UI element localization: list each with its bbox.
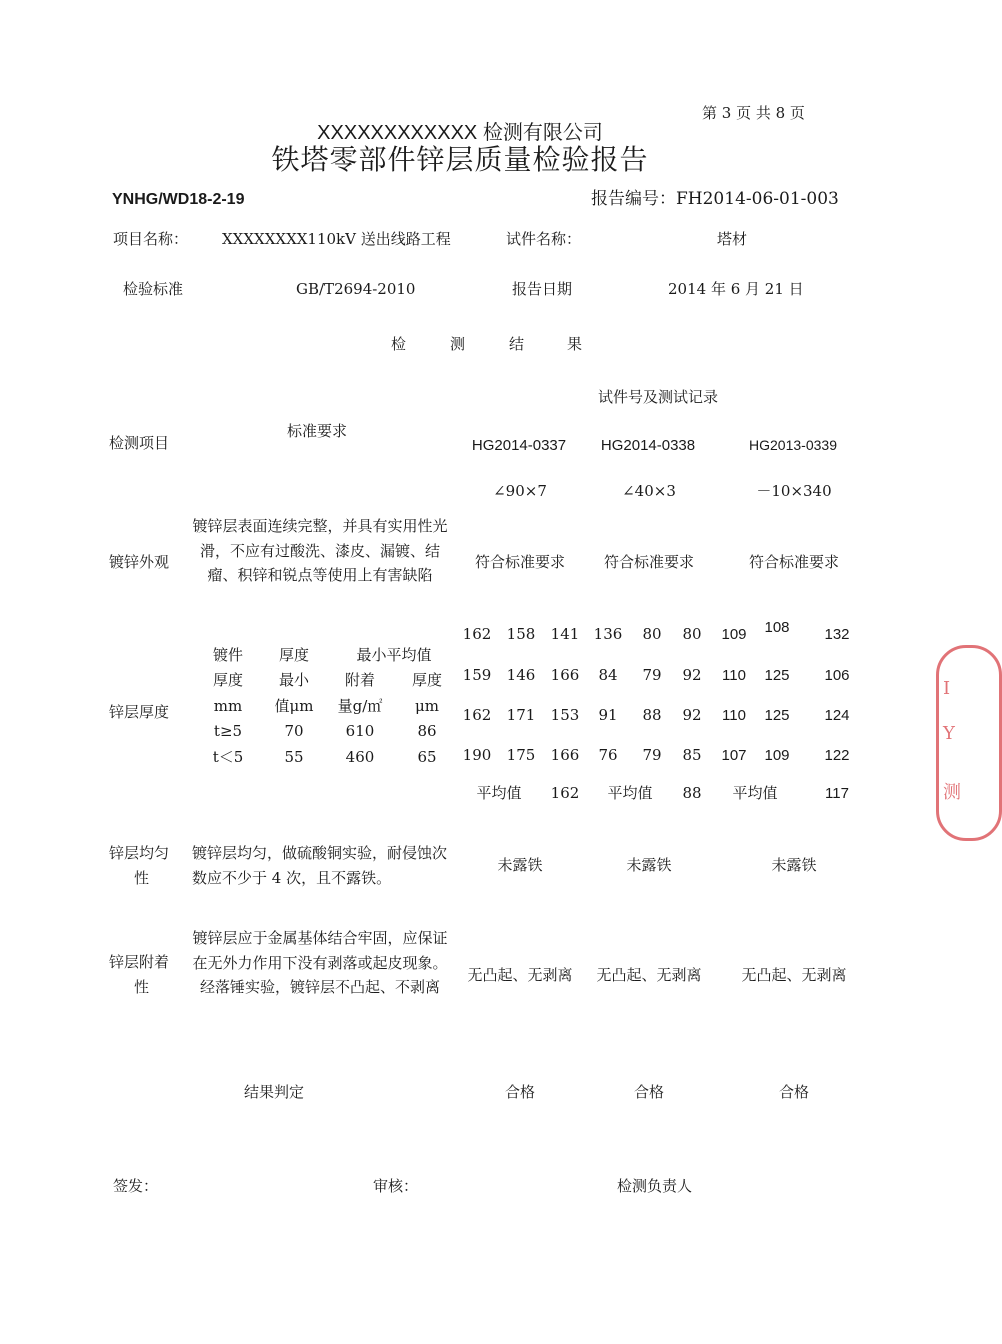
project-label: 项目名称： bbox=[113, 230, 189, 248]
results-heading-char: 检 bbox=[391, 335, 407, 353]
appearance-result: 符合标准要求 bbox=[603, 553, 695, 571]
thickness-value: 110 bbox=[722, 667, 746, 684]
sample-id: HG2013-0339 bbox=[749, 437, 837, 453]
uniformity-label: 性 bbox=[134, 869, 150, 887]
average-value: 117 bbox=[825, 785, 849, 802]
responsible-label: 检测负责人 bbox=[617, 1177, 693, 1195]
thickness-value: 125 bbox=[764, 707, 790, 724]
sample-name-value: 塔材 bbox=[717, 230, 748, 248]
thickness-std-sub: 值μm bbox=[274, 697, 314, 715]
uniformity-standard: 镀锌层均匀，做硫酸铜实验，耐侵蚀次数应不少于 4 次，且不露铁。 bbox=[192, 844, 448, 887]
thickness-value: 122 bbox=[824, 747, 850, 764]
thickness-value: 106 bbox=[824, 667, 850, 684]
thickness-value: 88 bbox=[642, 706, 662, 724]
thickness-std-cell: 460 bbox=[345, 748, 375, 766]
thickness-std-sub: 厚度 bbox=[212, 671, 244, 689]
thickness-std-sub: 厚度 bbox=[411, 671, 443, 689]
thickness-value: 146 bbox=[506, 666, 536, 684]
thickness-value: 158 bbox=[506, 625, 536, 643]
results-heading-char: 结 bbox=[509, 335, 525, 353]
appearance-result: 符合标准要求 bbox=[748, 553, 840, 571]
thickness-value: 159 bbox=[462, 666, 492, 684]
sample-id: HG2014-0337 bbox=[471, 437, 567, 454]
thickness-value: 85 bbox=[682, 746, 702, 764]
thickness-std-sub: 最小 bbox=[278, 671, 310, 689]
thickness-value: 190 bbox=[462, 746, 492, 764]
thickness-value: 175 bbox=[506, 746, 536, 764]
thickness-value: 84 bbox=[598, 666, 618, 684]
judgement-result: 合格 bbox=[633, 1083, 665, 1101]
thickness-std-header: 厚度 bbox=[278, 646, 310, 664]
adhesion-result: 无凸起、无剥离 bbox=[467, 966, 573, 984]
thickness-value: 153 bbox=[550, 706, 580, 724]
thickness-value: 125 bbox=[764, 667, 790, 684]
appearance-result: 符合标准要求 bbox=[474, 553, 566, 571]
document-code: YNHG/WD18-2-19 bbox=[112, 191, 245, 208]
average-label: 平均值 bbox=[476, 784, 522, 802]
adhesion-label: 锌层附着 bbox=[109, 953, 170, 971]
thickness-label: 锌层厚度 bbox=[109, 703, 170, 721]
average-label: 平均值 bbox=[732, 784, 778, 802]
thickness-std-sub: mm bbox=[213, 697, 243, 715]
project-value: XXXXXXXX110kV 送出线路工程 bbox=[222, 230, 451, 248]
standard-value: GB/T2694-2010 bbox=[296, 280, 416, 298]
official-stamp-icon: I Y 测 bbox=[936, 645, 1002, 841]
sample-spec: ∠90×7 bbox=[493, 482, 547, 500]
standard-header: 标准要求 bbox=[287, 422, 348, 440]
thickness-value: 80 bbox=[642, 625, 662, 643]
report-date-value: 2014 年 6 月 21 日 bbox=[668, 280, 804, 298]
results-heading-char: 果 bbox=[567, 335, 583, 353]
thickness-value: 80 bbox=[682, 625, 702, 643]
thickness-std-sub: 量g/㎡ bbox=[337, 697, 383, 715]
thickness-std-cell: 86 bbox=[417, 722, 437, 740]
thickness-std-sub: 附着 bbox=[344, 671, 376, 689]
adhesion-label: 性 bbox=[134, 978, 150, 996]
thickness-value: 110 bbox=[722, 707, 746, 724]
adhesion-result: 无凸起、无剥离 bbox=[596, 966, 702, 984]
thickness-std-cell: 65 bbox=[417, 748, 437, 766]
item-header: 检测项目 bbox=[109, 434, 170, 452]
thickness-value: 132 bbox=[824, 626, 850, 643]
company-name: XXXXXXXXXXXX 检测有限公司 bbox=[317, 122, 603, 144]
thickness-value: 162 bbox=[462, 706, 492, 724]
uniformity-result: 未露铁 bbox=[626, 856, 672, 874]
thickness-value: 92 bbox=[682, 666, 702, 684]
results-heading-char: 测 bbox=[450, 335, 466, 353]
thickness-value: 108 bbox=[764, 619, 790, 636]
thickness-std-header: 镀件 bbox=[212, 646, 244, 664]
uniformity-result: 未露铁 bbox=[497, 856, 543, 874]
judgement-result: 合格 bbox=[778, 1083, 810, 1101]
thickness-value: 79 bbox=[642, 746, 662, 764]
thickness-std-cell: 70 bbox=[284, 722, 304, 740]
thickness-std-header: 最小平均值 bbox=[356, 646, 432, 664]
sample-id: HG2014-0338 bbox=[600, 437, 696, 454]
sample-spec: －10×340 bbox=[756, 482, 832, 500]
thickness-value: 79 bbox=[642, 666, 662, 684]
thickness-value: 171 bbox=[506, 706, 536, 724]
uniformity-result: 未露铁 bbox=[771, 856, 817, 874]
appearance-label: 镀锌外观 bbox=[109, 553, 170, 571]
uniformity-label: 锌层均匀 bbox=[109, 844, 170, 862]
thickness-std-cell: t≥5 bbox=[213, 722, 243, 740]
average-label: 平均值 bbox=[607, 784, 653, 802]
thickness-value: 162 bbox=[462, 625, 492, 643]
average-value: 88 bbox=[682, 784, 702, 802]
thickness-value: 109 bbox=[721, 626, 747, 643]
appearance-standard: 镀锌层表面连续完整，并具有实用性光滑，不应有过酸洗、漆皮、漏镀、结瘤、积锌和锐点等使用上有害缺陷 bbox=[192, 517, 448, 584]
thickness-value: 136 bbox=[593, 625, 623, 643]
adhesion-standard: 镀锌层应于金属基体结合牢固，应保证在无外力作用下没有剥落或起皮现象。经落锤实验，镀锌层不凸起、不剥离 bbox=[192, 929, 448, 996]
thickness-value: 141 bbox=[550, 625, 580, 643]
review-label: 审核： bbox=[373, 1177, 419, 1195]
average-value: 162 bbox=[550, 784, 580, 802]
standard-label: 检验标准 bbox=[123, 280, 184, 298]
judgement-label: 结果判定 bbox=[244, 1083, 305, 1101]
report-date-label: 报告日期 bbox=[512, 280, 573, 298]
thickness-value: 109 bbox=[764, 747, 790, 764]
issue-label: 签发： bbox=[113, 1177, 159, 1195]
thickness-value: 76 bbox=[598, 746, 618, 764]
page-number: 第 3 页 共 8 页 bbox=[702, 104, 805, 122]
adhesion-result: 无凸起、无剥离 bbox=[741, 966, 847, 984]
thickness-value: 107 bbox=[721, 747, 747, 764]
thickness-std-cell: t＜5 bbox=[212, 748, 244, 766]
report-title: 铁塔零部件锌层质量检验报告 bbox=[271, 143, 649, 176]
judgement-result: 合格 bbox=[504, 1083, 536, 1101]
thickness-std-cell: 55 bbox=[284, 748, 304, 766]
thickness-value: 124 bbox=[824, 707, 850, 724]
records-header: 试件号及测试记录 bbox=[598, 388, 719, 406]
sample-spec: ∠40×3 bbox=[622, 482, 676, 500]
thickness-std-cell: 610 bbox=[345, 722, 375, 740]
thickness-value: 92 bbox=[682, 706, 702, 724]
thickness-value: 91 bbox=[598, 706, 618, 724]
report-number: 报告编号：FH2014-06-01-003 bbox=[591, 189, 839, 209]
thickness-std-sub: μm bbox=[415, 697, 439, 715]
thickness-value: 166 bbox=[550, 746, 580, 764]
sample-name-label: 试件名称： bbox=[506, 230, 582, 248]
thickness-value: 166 bbox=[550, 666, 580, 684]
